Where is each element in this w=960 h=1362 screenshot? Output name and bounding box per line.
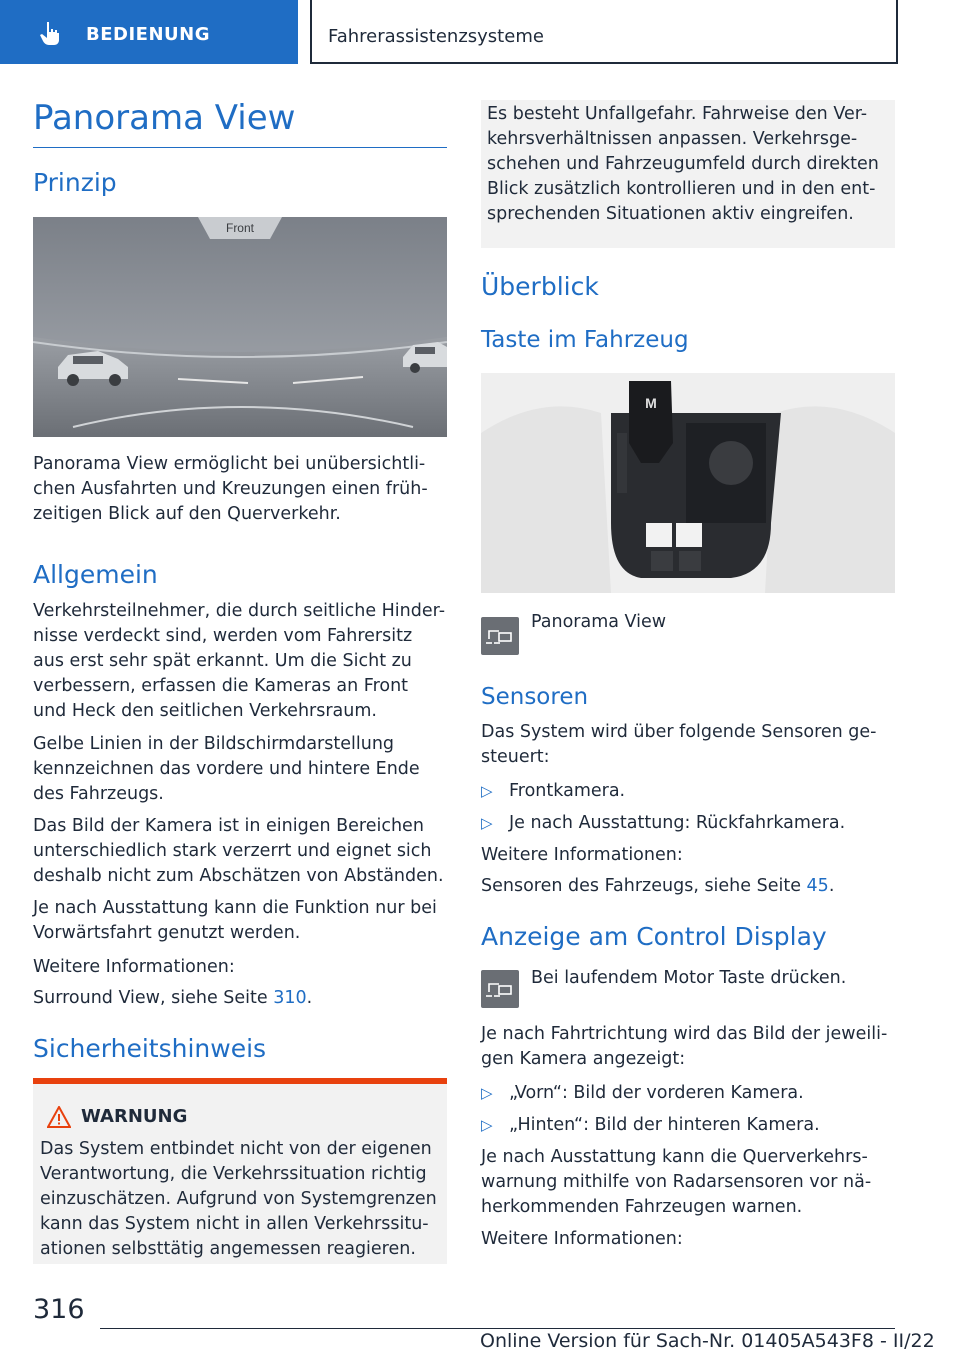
section-label: BEDIENUNG xyxy=(86,24,210,45)
prinzip-text: Panorama View ermöglicht bei unübersichtli- chen Ausfahrten und Kreuzungen einen früh- zeitigen Blick auf den Querverkehr. xyxy=(33,454,428,524)
camera-view-illustration xyxy=(33,217,447,437)
sensors-heading: Sensoren xyxy=(481,684,589,710)
warning-continued-box xyxy=(481,100,895,248)
title-rule xyxy=(33,147,447,148)
panorama-view-button-2[interactable] xyxy=(481,970,519,1008)
online-version: Online Version für Sach-Nr. 01405A543F8 - II/22 xyxy=(480,1330,935,1352)
allgemein-paragraph-1: Verkehrsteilnehmer, die durch seitliche Hinder- nisse verdeckt sind, werden vom Fahrersitz aus erst sehr spät erkannt. Um die Sicht zu verbessern, erfassen die Kameras an Front und Heck den seitlichen Verkehrsraum. xyxy=(33,601,446,721)
list-item: ▷ „Hinten“: Bild der hinteren Kamera. xyxy=(481,1113,895,1138)
warning-triangle-icon xyxy=(47,1106,71,1128)
bullet-triangle-icon: ▷ xyxy=(481,814,493,832)
bullet-triangle-icon: ▷ xyxy=(481,782,493,800)
list-item: ▷ Je nach Ausstattung: Rückfahrkamera. xyxy=(481,811,895,836)
front-label: Front xyxy=(225,221,255,235)
surround-view-reference: Surround View, siehe Seite 310. xyxy=(33,988,313,1008)
allgemein-heading: Allgemein xyxy=(33,560,158,589)
sensors-text: Das System wird über folgende Sensoren ge- steuert: xyxy=(481,722,877,767)
panorama-camera-icon xyxy=(481,617,519,655)
chapter-header xyxy=(310,0,898,64)
warning-text: Das System entbindet nicht von der eigenen Verantwortung, die Verkehrssituation richtig einzuschätzen. Aufgrund von Systemgrenzen kann das System nicht in allen Verkehrssitu- ationen selbsttätig angemessen reagieren. xyxy=(40,1139,437,1259)
warning-title: WARNUNG xyxy=(81,1106,188,1127)
page-link-45[interactable]: 45 xyxy=(806,876,829,896)
chapter-title: Fahrerassistenzsysteme xyxy=(328,26,544,47)
bullet-triangle-icon: ▷ xyxy=(481,1084,493,1102)
more-info-label-2: Weitere Informationen: xyxy=(481,1229,683,1249)
warning-box xyxy=(33,1084,447,1264)
button-heading: Taste im Fahrzeug xyxy=(481,327,689,353)
sensors-reference: Sensoren des Fahrzeugs, siehe Seite 45. xyxy=(481,876,835,896)
center-console-illustration xyxy=(481,373,895,593)
panorama-camera-image xyxy=(33,217,447,437)
display-button-text: Bei laufendem Motor Taste drücken. xyxy=(531,968,847,988)
hand-icon xyxy=(38,20,64,46)
safety-heading: Sicherheitshinweis xyxy=(33,1034,267,1063)
button-label: Panorama View xyxy=(531,612,667,632)
list-item: ▷ Frontkamera. xyxy=(481,779,895,804)
allgemein-paragraph-4: Je nach Ausstattung kann die Funktion nur bei Vorwärtsfahrt genutzt werden. xyxy=(33,898,437,943)
center-console-image xyxy=(481,373,895,593)
prinzip-heading: Prinzip xyxy=(33,168,117,197)
page-number: 316 xyxy=(33,1294,85,1325)
bullet-triangle-icon: ▷ xyxy=(481,1116,493,1134)
page-title: Panorama View xyxy=(33,98,296,138)
page-link-310[interactable]: 310 xyxy=(273,988,307,1008)
allgemein-paragraph-3: Das Bild der Kamera ist in einigen Bereichen unterschiedlich stark verzerrt und eignet sich deshalb nicht zum Abschätzen von Abständen. xyxy=(33,816,444,886)
display-text-2: Je nach Ausstattung kann die Querverkehrs- warnung mithilfe von Radarsensoren vor nä- herkommenden Fahrzeugen warnen. xyxy=(481,1147,872,1217)
panorama-view-button[interactable] xyxy=(481,617,519,655)
section-tab[interactable] xyxy=(0,0,298,64)
panorama-camera-icon xyxy=(481,970,519,1008)
svg-text:M: M xyxy=(645,395,657,411)
display-heading: Anzeige am Control Display xyxy=(481,922,827,951)
more-info-label: Weitere Informationen: xyxy=(33,957,235,977)
display-text: Je nach Fahrtrichtung wird das Bild der jeweili- gen Kamera angezeigt: xyxy=(481,1024,888,1069)
warning-continued-text: Es besteht Unfallgefahr. Fahrweise den Ver- kehrsverhältnissen anpassen. Verkehrsge- schehen und Fahrzeugumfeld durch direkten Blick zusätzlich kontrollieren und in den ent- sprechenden Situationen aktiv eingreifen. xyxy=(487,104,879,224)
more-info-label: Weitere Informationen: xyxy=(481,845,683,865)
overview-heading: Überblick xyxy=(481,272,599,301)
footer-rule xyxy=(100,1328,895,1329)
allgemein-paragraph-2: Gelbe Linien in der Bildschirmdarstellung kennzeichnen das vordere und hintere Ende des Fahrzeugs. xyxy=(33,734,420,804)
list-item: ▷ „Vorn“: Bild der vorderen Kamera. xyxy=(481,1081,895,1106)
